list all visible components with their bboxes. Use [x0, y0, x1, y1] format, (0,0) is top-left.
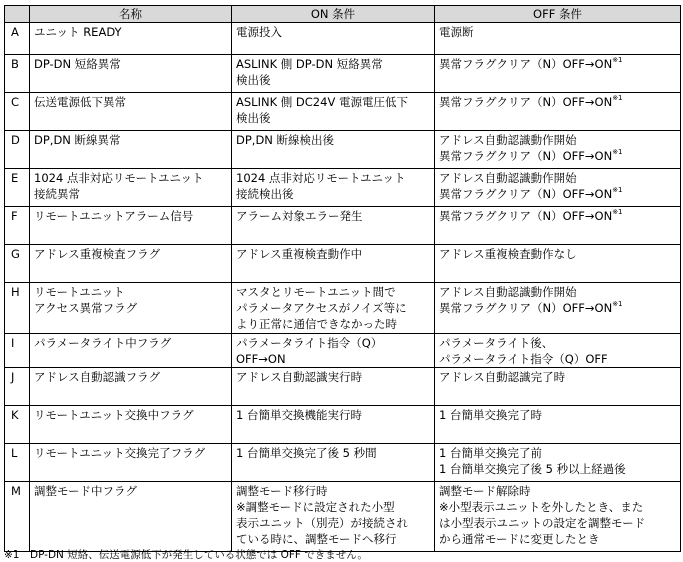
row-off-condition-text: 調整モード解除時 ※小型表示ユニットを外したとき、また は小型表示ユニットの設定を調整モード から通常モードに変更したとき — [439, 484, 646, 546]
row-on-condition-cell: DP,DN 断線検出後 — [232, 131, 435, 169]
row-off-condition-cell — [435, 406, 681, 444]
row-off-condition-text: 異常フラグクリア（N）OFF→ON — [439, 209, 613, 223]
row-name-cell: 1024 点非対応リモートユニット 接続異常 — [30, 169, 232, 207]
footnote-mark: ※1 — [612, 148, 623, 156]
row-name-cell: パラメータライト中フラグ — [30, 334, 232, 368]
row-id-cell: I — [5, 334, 30, 368]
row-id-cell: H — [5, 283, 30, 334]
table-header-row — [5, 6, 681, 23]
row-on-condition-cell: 1 台簡単交換機能実行時 — [232, 406, 435, 444]
row-off-condition-text: 1 台簡単交換完了前 1 台簡単交換完了後 5 秒以上経過後 — [439, 446, 626, 476]
footnote-mark: ※1 — [612, 94, 623, 102]
table-row — [5, 23, 681, 55]
row-id-cell: G — [5, 245, 30, 283]
header-name: 名称 — [30, 6, 232, 23]
row-off-condition-cell — [435, 368, 681, 406]
row-off-condition-text: パラメータライト後、 パラメータライト指令（Q）OFF — [439, 336, 608, 366]
row-off-condition-cell — [435, 131, 681, 169]
row-off-condition-cell — [435, 334, 681, 368]
table-row — [5, 482, 681, 552]
row-off-condition-text: アドレス自動認識動作開始 異常フラグクリア（N）OFF→ON — [439, 171, 613, 201]
row-off-condition-cell — [435, 207, 681, 245]
header-id — [5, 6, 30, 23]
row-name-cell: ユニット READY — [30, 23, 232, 55]
table-row — [5, 368, 681, 406]
row-off-condition-text: アドレス自動認識動作開始 異常フラグクリア（N）OFF→ON — [439, 133, 613, 163]
row-off-condition-cell — [435, 23, 681, 55]
table-row — [5, 245, 681, 283]
table-row — [5, 283, 681, 334]
row-off-condition-text: アドレス重複検査動作なし — [439, 247, 577, 261]
footnote-mark: ※1 — [612, 208, 623, 216]
row-off-condition-text: 異常フラグクリア（N）OFF→ON — [439, 57, 613, 71]
row-name-cell: リモートユニット アクセス異常フラグ — [30, 283, 232, 334]
table-row — [5, 444, 681, 482]
row-off-condition-cell — [435, 93, 681, 131]
row-id-cell: E — [5, 169, 30, 207]
table-row — [5, 406, 681, 444]
row-off-condition-cell — [435, 55, 681, 93]
row-name-cell: リモートユニット交換中フラグ — [30, 406, 232, 444]
row-off-condition-cell — [435, 482, 681, 552]
row-name-cell: リモートユニット交換完了フラグ — [30, 444, 232, 482]
table-row — [5, 169, 681, 207]
flag-conditions-table — [4, 5, 681, 552]
row-on-condition-cell: アドレス自動認識実行時 — [232, 368, 435, 406]
table-row — [5, 131, 681, 169]
row-on-condition-cell: パラメータライト指令（Q） OFF→ON — [232, 334, 435, 368]
row-id-cell: D — [5, 131, 30, 169]
table-row — [5, 93, 681, 131]
row-on-condition-cell: 調整モード移行時 ※調整モードに設定された小型 表示ユニット（別売）が接続され ている時に、調整モードへ移行 — [232, 482, 435, 552]
row-off-condition-text: 1 台簡単交換完了時 — [439, 408, 542, 422]
row-off-condition-text: 電源断 — [439, 25, 474, 39]
row-on-condition-cell: ASLINK 側 DP-DN 短絡異常 検出後 — [232, 55, 435, 93]
row-id-cell: A — [5, 23, 30, 55]
footnote-mark: ※1 — [612, 300, 623, 308]
row-id-cell: M — [5, 482, 30, 552]
row-id-cell: K — [5, 406, 30, 444]
row-on-condition-cell: ASLINK 側 DC24V 電源電圧低下 検出後 — [232, 93, 435, 131]
row-on-condition-cell: アドレス重複検査動作中 — [232, 245, 435, 283]
table-row — [5, 55, 681, 93]
row-name-cell: DP-DN 短絡異常 — [30, 55, 232, 93]
row-on-condition-cell: 1 台簡単交換完了後 5 秒間 — [232, 444, 435, 482]
table-row — [5, 207, 681, 245]
footnote-mark: ※1 — [612, 186, 623, 194]
row-name-cell: 伝送電源低下異常 — [30, 93, 232, 131]
row-on-condition-cell: 電源投入 — [232, 23, 435, 55]
row-name-cell: DP,DN 断線異常 — [30, 131, 232, 169]
row-on-condition-cell: 1024 点非対応リモートユニット 接続検出後 — [232, 169, 435, 207]
row-off-condition-text: アドレス自動認識動作開始 異常フラグクリア（N）OFF→ON — [439, 285, 613, 315]
row-id-cell: B — [5, 55, 30, 93]
row-id-cell: L — [5, 444, 30, 482]
row-id-cell: C — [5, 93, 30, 131]
footnote-mark: ※1 — [612, 56, 623, 64]
row-on-condition-cell: アラーム対象エラー発生 — [232, 207, 435, 245]
row-id-cell: F — [5, 207, 30, 245]
row-off-condition-cell — [435, 444, 681, 482]
row-off-condition-cell — [435, 245, 681, 283]
row-on-condition-cell: マスタとリモートユニット間で パラメータアクセスがノイズ等に より正常に通信できなかった時 — [232, 283, 435, 334]
header-on-condition: ON 条件 — [232, 6, 435, 23]
row-name-cell: 調整モード中フラグ — [30, 482, 232, 552]
row-name-cell: アドレス重複検査フラグ — [30, 245, 232, 283]
row-id-cell: J — [5, 368, 30, 406]
table-row — [5, 334, 681, 368]
row-off-condition-cell — [435, 283, 681, 334]
row-off-condition-cell — [435, 169, 681, 207]
row-off-condition-text: 異常フラグクリア（N）OFF→ON — [439, 95, 613, 109]
row-name-cell: アドレス自動認識フラグ — [30, 368, 232, 406]
row-off-condition-text: アドレス自動認識完了時 — [439, 370, 566, 384]
header-off-condition: OFF 条件 — [435, 6, 681, 23]
row-name-cell: リモートユニットアラーム信号 — [30, 207, 232, 245]
footnote: ※1 DP-DN 短絡、伝送電源低下が発生している状態では OFF できません。 — [4, 549, 368, 561]
